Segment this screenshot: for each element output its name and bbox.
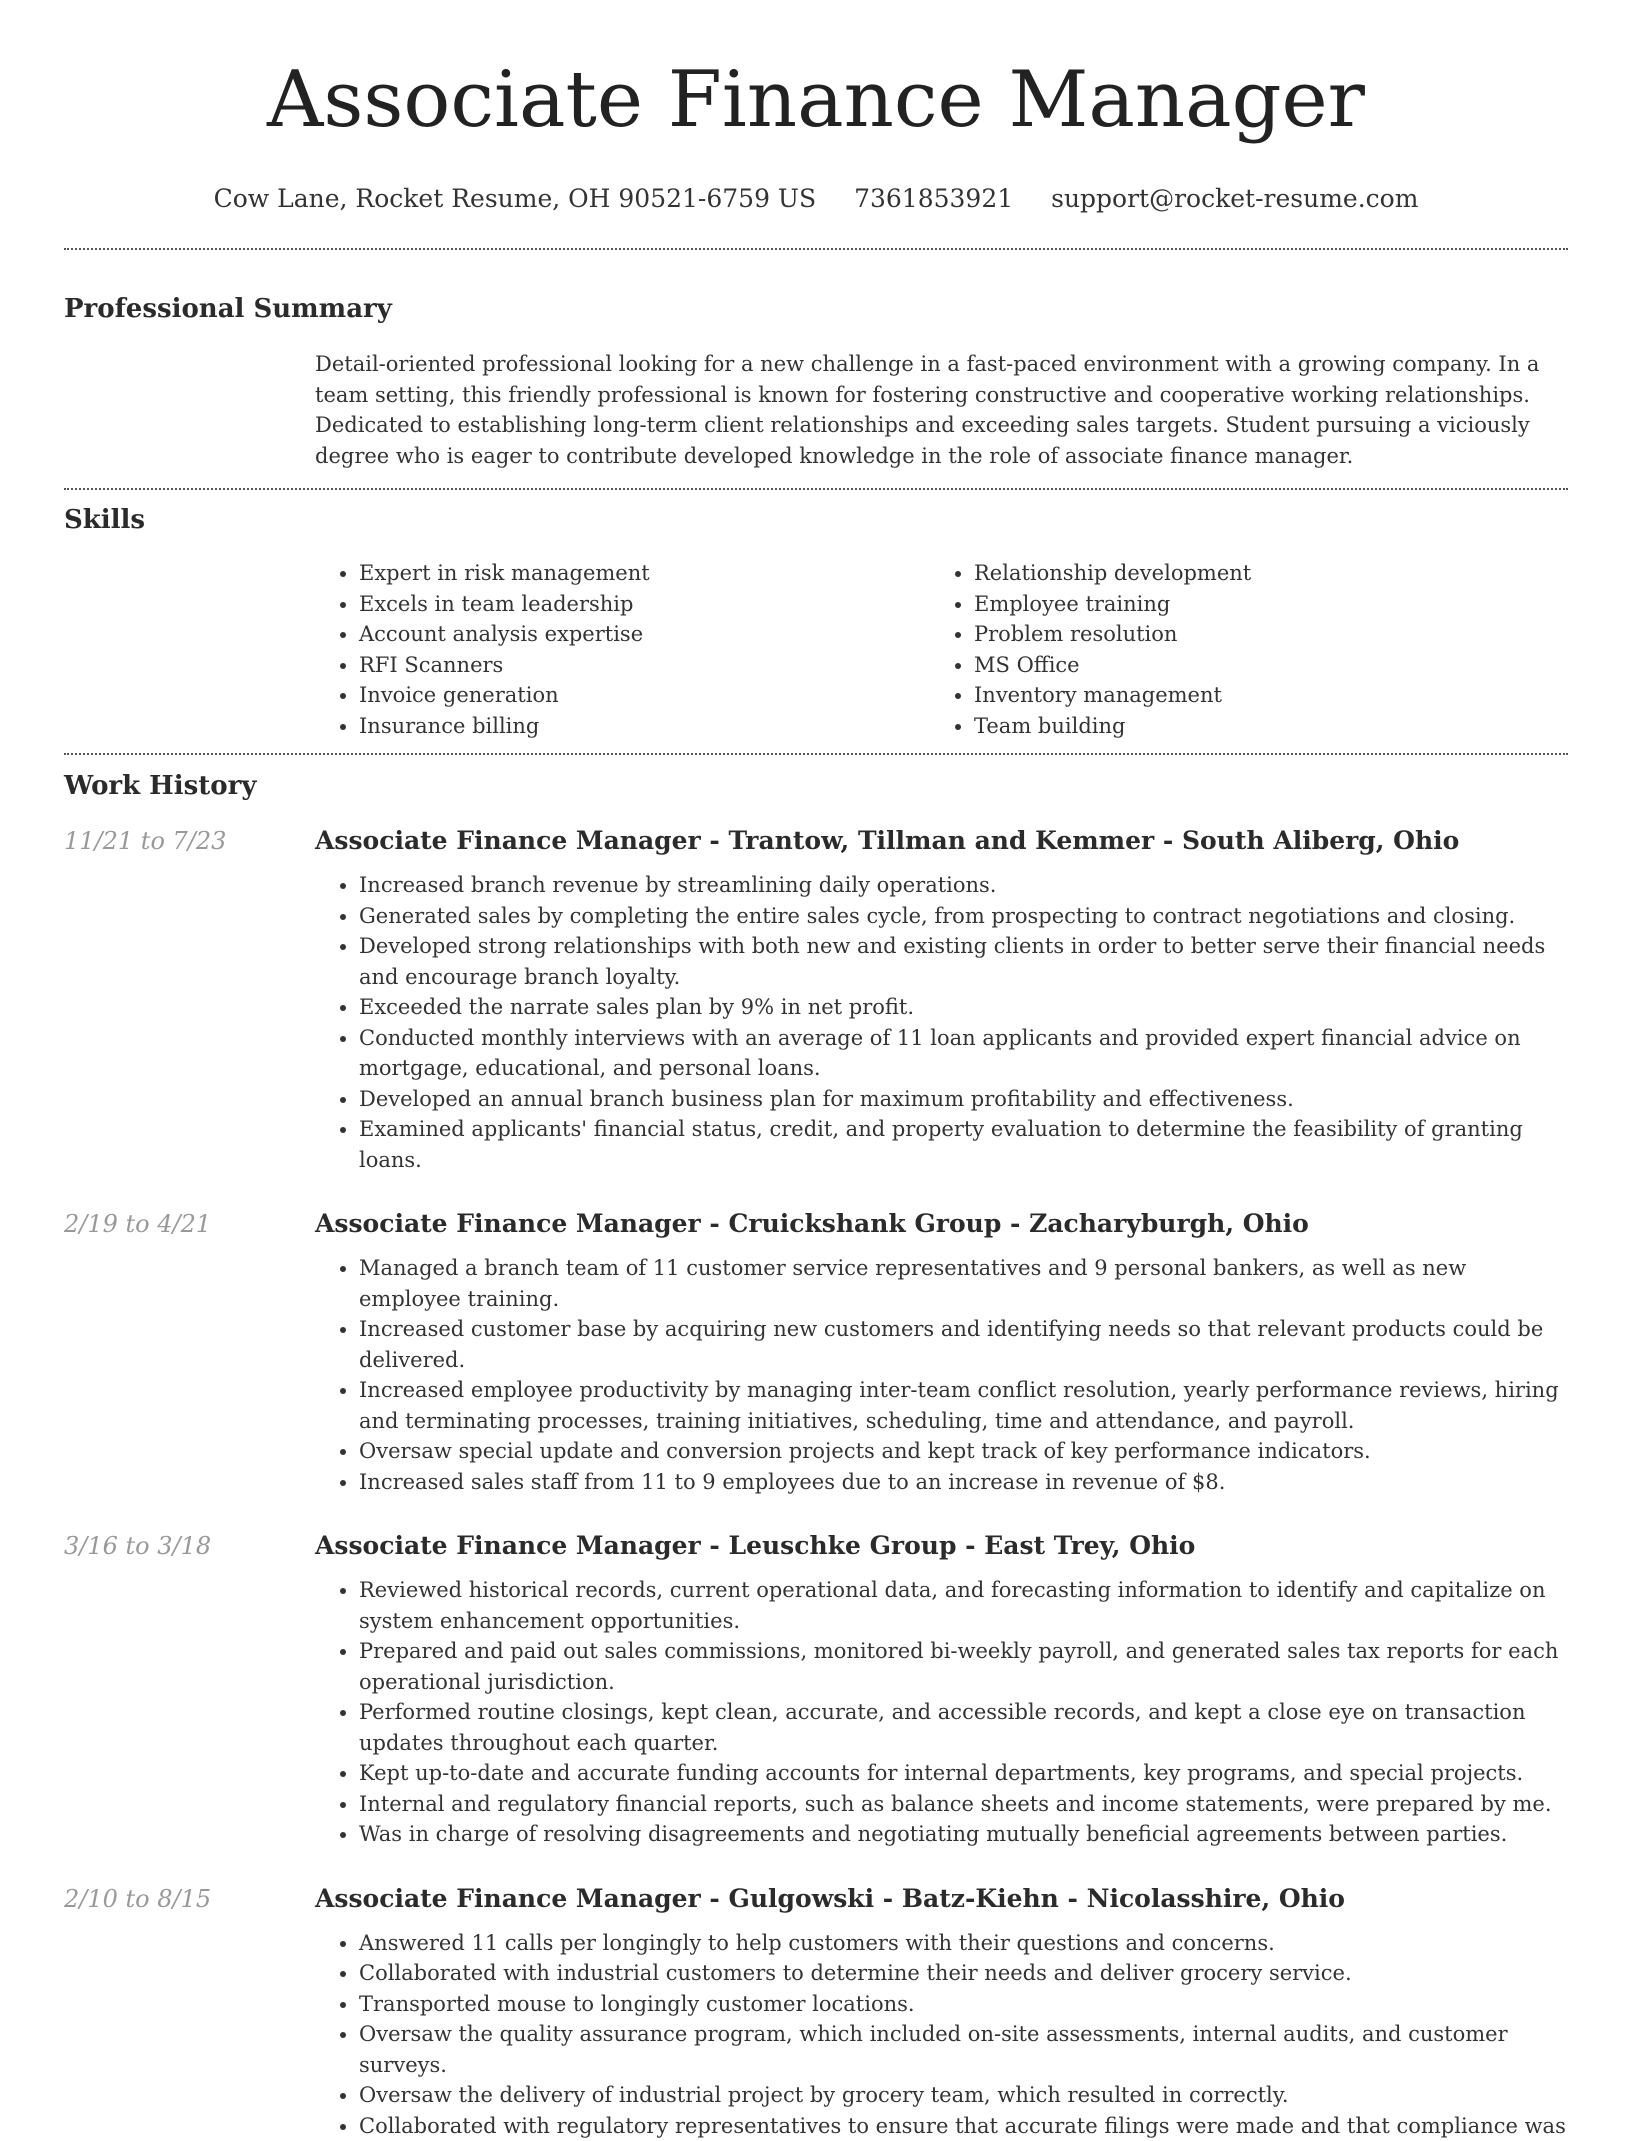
job-heading: Associate Finance Manager - Gulgowski - Batz-Kiehn - Nicolasshire, Ohio [315,1882,1568,1916]
job-bullet: • Developed an annual branch business plan for maximum profitability and effectiveness. [359,1084,1568,1115]
job-bullet: • Internal and regulatory financial reports, such as balance sheets and income statements, were prepared by me. [359,1789,1568,1820]
skill-item: • Team building [974,711,1545,742]
skills-left-column [315,558,930,741]
job-dates: 11/21 to 7/23 [64,824,315,1175]
skills-right-column [930,558,1545,741]
skill-item: • Employee training [974,589,1545,620]
job-bullets [315,870,1568,1175]
skill-item: • Problem resolution [974,619,1545,650]
job-dates: 2/19 to 4/21 [64,1207,315,1497]
job-bullet: • Exceeded the narrate sales plan by 9% in net profit. [359,992,1568,1023]
summary-text: Detail-oriented professional looking for a new challenge in a fast-paced environment with a growing company. In a team setting, this friendly professional is known for fostering constructive and cooperative working relationships. Dedicated to establishing long-term client relationships and exceeding sales targets. Student pursuing a viciously degree who is eager to contribute developed knowledge in the role of associate finance manager. [315,349,1568,471]
job-bullet: • Transported mouse to longingly customer locations. [359,1989,1568,2020]
contact-email: support@rocket-resume.com [1051,184,1418,213]
skills-grid [315,558,1568,741]
job-bullets [315,1253,1568,1497]
job-bullet: • Performed routine closings, kept clean, accurate, and accessible records, and kept a close eye on transaction updates throughout each quarter. [359,1697,1568,1758]
divider [64,488,1568,490]
job-bullet: • Managed a branch team of 11 customer service representatives and 9 personal bankers, as well as new employee training. [359,1253,1568,1314]
job-entry [64,1207,1568,1497]
contact-phone: 7361853921 [854,184,1013,213]
job-bullet: • Developed strong relationships with both new and existing clients in order to better serve their financial needs and encourage branch loyalty. [359,931,1568,992]
job-bullets [315,1928,1568,2141]
job-bullet: • Kept up-to-date and accurate funding accounts for internal departments, key programs, and special projects. [359,1758,1568,1789]
divider [64,753,1568,755]
job-bullets [315,1575,1568,1850]
skill-item: • Insurance billing [359,711,930,742]
job-heading: Associate Finance Manager - Leuschke Group - East Trey, Ohio [315,1529,1568,1563]
job-bullet: • Increased branch revenue by streamlining daily operations. [359,870,1568,901]
skill-item: • Account analysis expertise [359,619,930,650]
job-body [315,1207,1568,1497]
skill-item: • RFI Scanners [359,650,930,681]
work-history-title: Work History [64,770,1568,802]
skills-section [64,504,1568,741]
skill-item: • Relationship development [974,558,1545,589]
job-body [315,1882,1568,2141]
skill-item: • Expert in risk management [359,558,930,589]
resume-name: Associate Finance Manager [64,0,1568,148]
job-heading: Associate Finance Manager - Trantow, Tillman and Kemmer - South Aliberg, Ohio [315,824,1568,858]
job-bullet: • Increased employee productivity by managing inter-team conflict resolution, yearly performance reviews, hiring and terminating processes, training initiatives, scheduling, time and attendance, and payroll. [359,1375,1568,1436]
job-bullet: • Conducted monthly interviews with an average of 11 loan applicants and provided expert financial advice on mortgage, educational, and personal loans. [359,1023,1568,1084]
contact-line [64,184,1568,214]
job-body [315,1529,1568,1850]
job-bullet: • Collaborated with industrial customers to determine their needs and deliver grocery service. [359,1958,1568,1989]
contact-address: Cow Lane, Rocket Resume, OH 90521-6759 US [214,184,817,213]
job-bullet: • Was in charge of resolving disagreements and negotiating mutually beneficial agreements between parties. [359,1819,1568,1850]
job-bullet: • Increased sales staff from 11 to 9 employees due to an increase in revenue of $8. [359,1467,1568,1498]
divider [64,248,1568,250]
job-bullet: • Prepared and paid out sales commissions, monitored bi-weekly payroll, and generated sales tax reports for each operational jurisdiction. [359,1636,1568,1697]
skills-title: Skills [64,504,1568,536]
job-body [315,824,1568,1175]
job-bullet: • Increased customer base by acquiring new customers and identifying needs so that relevant products could be delivered. [359,1314,1568,1375]
skill-item: • Excels in team leadership [359,589,930,620]
skill-item: • Invoice generation [359,680,930,711]
job-dates: 2/10 to 8/15 [64,1882,315,2141]
job-bullet: • Collaborated with regulatory representatives to ensure that accurate filings were made and that compliance was [359,2111,1568,2141]
skill-item: • Inventory management [974,680,1545,711]
job-bullet: • Examined applicants' financial status, credit, and property evaluation to determine the feasibility of granting loans. [359,1114,1568,1175]
job-bullet: • Reviewed historical records, current operational data, and forecasting information to identify and capitalize on system enhancement opportunities. [359,1575,1568,1636]
job-dates: 3/16 to 3/18 [64,1529,315,1850]
job-heading: Associate Finance Manager - Cruickshank Group - Zacharyburgh, Ohio [315,1207,1568,1241]
job-bullet: • Oversaw the delivery of industrial project by grocery team, which resulted in correctly. [359,2080,1568,2111]
job-entry [64,824,1568,1175]
job-bullet: • Answered 11 calls per longingly to help customers with their questions and concerns. [359,1928,1568,1959]
job-entry [64,1529,1568,1850]
summary-title: Professional Summary [64,293,1568,325]
work-history-section [64,770,1568,2141]
job-entry [64,1882,1568,2141]
job-bullet: • Generated sales by completing the entire sales cycle, from prospecting to contract negotiations and closing. [359,901,1568,932]
summary-section [64,293,1568,471]
job-bullet: • Oversaw the quality assurance program, which included on-site assessments, internal audits, and customer surveys. [359,2019,1568,2080]
skill-item: • MS Office [974,650,1545,681]
job-bullet: • Oversaw special update and conversion projects and kept track of key performance indicators. [359,1436,1568,1467]
